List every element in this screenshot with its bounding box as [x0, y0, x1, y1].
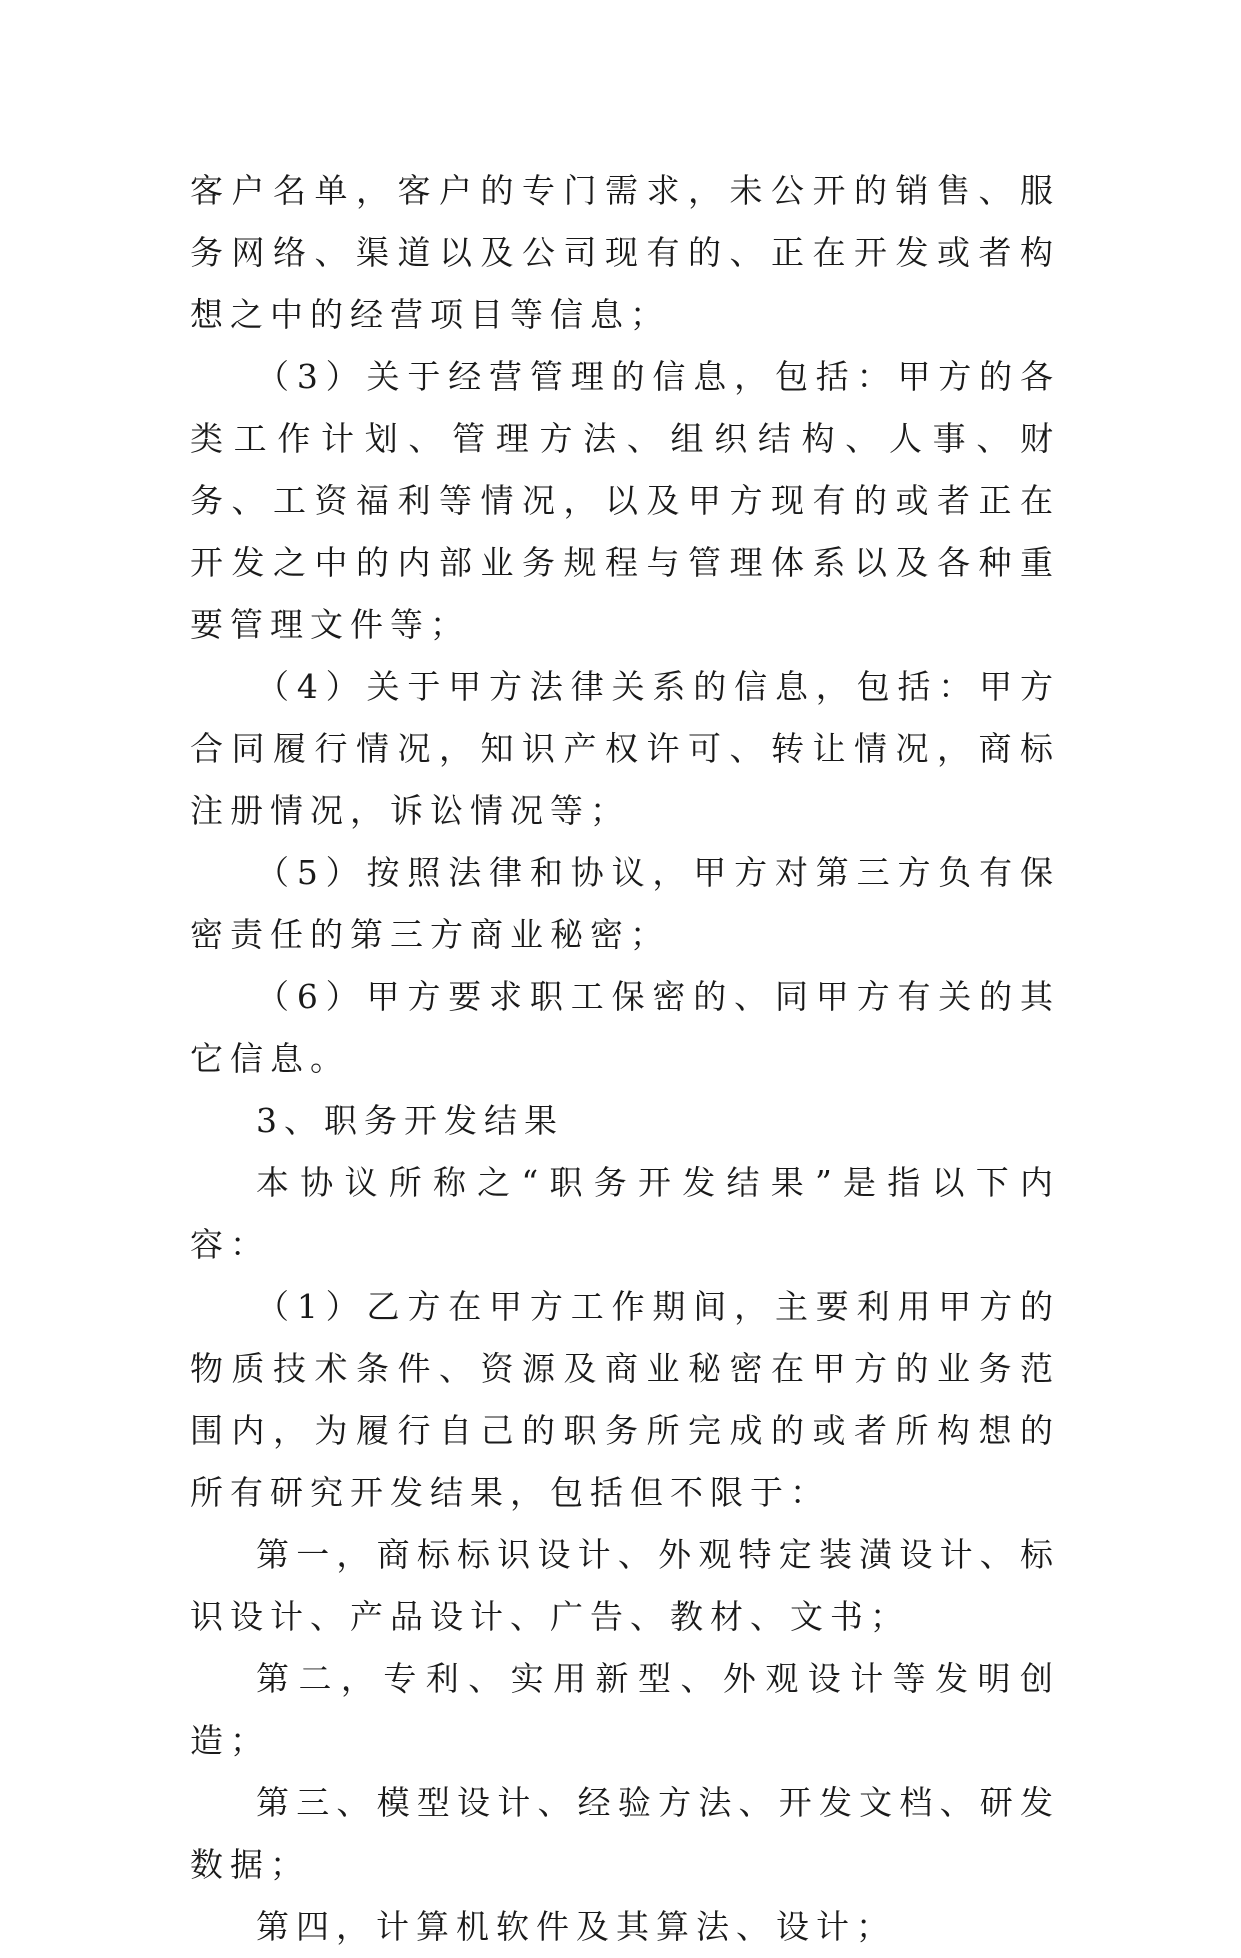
paragraph-item-6-other: （6）甲方要求职工保密的、同甲方有关的其它信息。	[190, 977, 1060, 1078]
paragraph-first: 第一，商标标识设计、外观特定装潢设计、标识设计、产品设计、广告、教材、文书；	[190, 1535, 1060, 1636]
paragraph-item-4-legal: （4）关于甲方法律关系的信息，包括：甲方合同履行情况，知识产权许可、转让情况，商标注册情况，诉讼情况等；	[190, 667, 1060, 830]
document-body	[190, 160, 1060, 1958]
section-heading-3: 3、职务开发结果	[256, 1101, 564, 1140]
paragraph-customer-info: 客户名单，客户的专门需求，未公开的销售、服务网络、渠道以及公司现有的、正在开发或者构想之中的经营项目等信息；	[190, 171, 1060, 334]
paragraph-third: 第三、模型设计、经验方法、开发文档、研发数据；	[190, 1783, 1060, 1884]
paragraph-definition-intro: 本协议所称之“职务开发结果”是指以下内容：	[190, 1163, 1060, 1264]
paragraph-item-3-management: （3）关于经营管理的信息，包括：甲方的各类工作计划、管理方法、组织结构、人事、财务、工资福利等情况，以及甲方现有的或者正在开发之中的内部业务规程与管理体系以及各种重要管理文件等；	[190, 357, 1060, 644]
paragraph-item-5-third-party: （5）按照法律和协议，甲方对第三方负有保密责任的第三方商业秘密；	[190, 853, 1060, 954]
paragraph-fourth: 第四，计算机软件及其算法、设计；	[256, 1907, 896, 1946]
paragraph-item-1-results: （1）乙方在甲方工作期间，主要利用甲方的物质技术条件、资源及商业秘密在甲方的业务范围内，为履行自己的职务所完成的或者所构想的所有研究开发结果，包括但不限于：	[190, 1287, 1060, 1512]
paragraph-second: 第二，专利、实用新型、外观设计等发明创造；	[190, 1659, 1060, 1760]
